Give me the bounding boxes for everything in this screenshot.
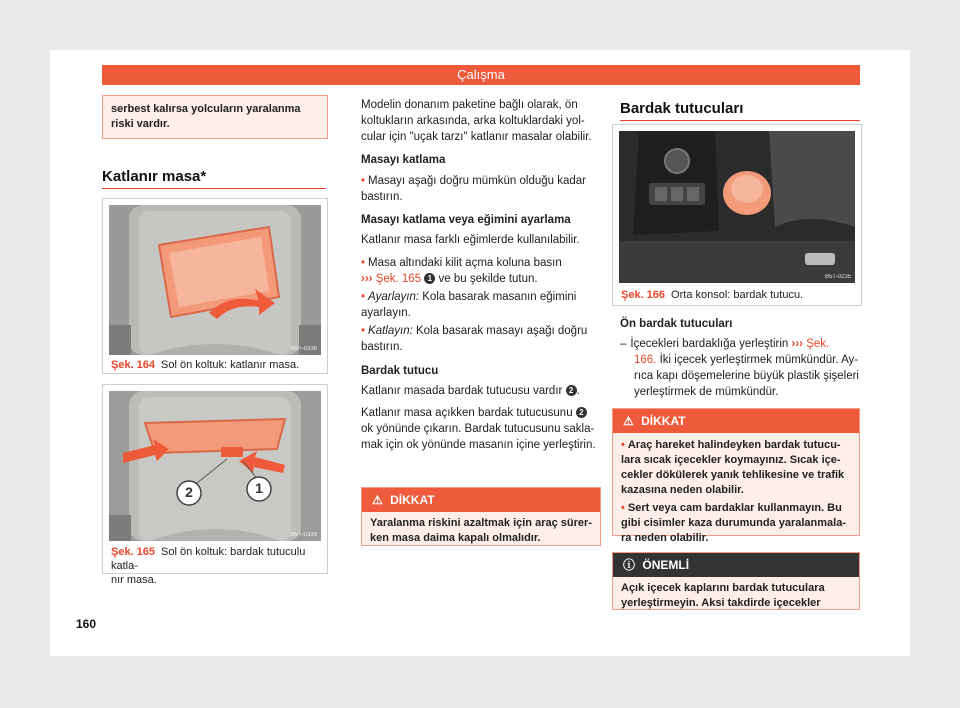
table-warning-title: DİKKAT [390, 493, 435, 507]
front-ref-a[interactable]: Şek. [806, 338, 830, 350]
callout-1: 1 [255, 480, 263, 496]
front-arrow: ››› [791, 338, 803, 350]
figure-164 [102, 198, 328, 374]
intro-l1: Modelin donanım paketine bağlı olarak, ön [361, 99, 578, 111]
section-rule [102, 188, 326, 189]
cup-warning-b2-l3: ra neden olabilir. [621, 532, 709, 544]
continued-warning-text: serbest kalırsa yolcuların yaralanma riski vardır. [111, 103, 301, 130]
chapter-header: Çalışma [102, 65, 860, 85]
section-title-cup-holders: Bardak tutucuları [620, 100, 744, 117]
cup2-l2: ok yönünde çıkarın. Bardak tutucusunu sakla- [361, 423, 595, 435]
manual-page [50, 50, 910, 656]
cup-warning-b1-l1: Araç hareket halindeyken bardak tutucu- [627, 439, 841, 451]
heading-front-cup: Ön bardak tutucuları [620, 318, 733, 330]
section-title-folding-table: Katlanır masa* [102, 168, 207, 185]
figure-166-caption: Orta konsol: bardak tutucu. [671, 289, 804, 301]
cup-warning-b1-l2: lara sıcak içecekler koymayınız. Sıcak içe- [621, 454, 841, 466]
table-warning-l2: ken masa daima kapalı olmalıdır. [370, 532, 541, 544]
intro-l3: cular için "uçak tarzı" katlanır masalar olabilir. [361, 131, 592, 143]
fold-l1: Masayı aşağı doğru mümkün olduğu kadar [368, 175, 587, 187]
heading-fold: Masayı katlama [361, 154, 446, 166]
figure-165-caption-l1: Sol ön koltuk: bardak tutuculu katla- [111, 546, 306, 572]
tilt-b1-ref[interactable]: Şek. 165 [375, 273, 422, 285]
callout-ref-2a: 2 [566, 385, 577, 396]
cup2-l3: mak için ok yönünde masanın içine yerleştirin. [361, 439, 596, 451]
fold-l2: bastırın. [361, 191, 403, 203]
cup-l1: Katlanır masada bardak tutucusu vardır [361, 385, 563, 397]
figure-164-label: Şek. 164 [111, 359, 156, 371]
table-warning-l1: Yaralanma riskini azaltmak için araç sürer- [370, 517, 592, 529]
figure-166-image [619, 131, 855, 283]
cup-warning-title: DİKKAT [641, 414, 686, 428]
front-l1: İçecekleri bardaklığa yerleştirin [630, 338, 789, 350]
figure-164-code: B5T-0338 [290, 346, 317, 352]
middle-column: Modelin donanım paketine bağlı olarak, ön koltukların arkasında, arka koltuklardaki yol- cular için "uçak tarzı" katlanır masalar olabilir. Masayı katlama • Masayı aşağı doğru mümkün olduğu kadar bastırın. Masayı katlama veya eğimini ayarlama Katlanır masa farklı eğimlerde kullanılabilir. • Masa altındaki kilit açma koluna basın ››› Şek. 165 1 ve bu şekilde tutun. • Ayarlayın: Kola basarak masanın eğimini ayarlayın. • Katlayın: Kola basarak masayı aşağı doğru bastırın. Bardak tutucu Katlanır masada bardak tutucusu vardır 2 . Katlanır masa açıkken bardak tutucusunu 2 ok yönünde çıkarın. Bardak tutucusunu sakla- mak için ok yönünde masanın içine yerleştirin. [361, 97, 606, 453]
page-number: 160 [76, 617, 97, 631]
info-icon: ⓘ [623, 558, 636, 572]
heading-cup: Bardak tutucu [361, 365, 439, 377]
warning-icon: ⚠ [372, 493, 383, 507]
figure-165-label: Şek. 165 [111, 546, 156, 558]
cup-warning-b2-l1: Sert veya cam bardaklar kullanmayın. Bu [627, 502, 842, 514]
notice-title: ÖNEMLİ [642, 558, 690, 572]
notice-l1: Açık içecek kaplarını bardak tutuculara [621, 582, 825, 594]
front-l3: rıca kapı döşemelerine büyük plastik şişeleri [634, 370, 859, 382]
tilt-b3-l1: Kola basarak masayı aşağı doğru [415, 325, 588, 337]
tilt-b2-em: Ayarlayın: [368, 291, 420, 303]
tilt-b2-l1: Kola basarak masanın eğimini [422, 291, 577, 303]
cup-warning-box: ⚠ DİKKAT • Araç hareket halindeyken bardak tutucu- lara sıcak içecekler koymayınız. Sıcak içe- cekler dökülerek yanık tehlikesine ve trafik kazasına neden olabilir. • Sert veya cam bardaklar kullanmayın. Bu gibi cisimler kaza durumunda yaralanmala- ra neden olabilir. [612, 408, 860, 536]
cup-warning-b1-l4: kazasına neden olabilir. [621, 484, 744, 496]
table-warning-box [361, 487, 601, 546]
tilt-intro: Katlanır masa farklı eğimlerde kullanılabilir. [361, 234, 580, 246]
warning-icon-right: ⚠ [623, 414, 634, 428]
figure-165-caption-l2: nır masa. [111, 574, 157, 586]
figure-164-image [109, 205, 321, 355]
section-rule-right [620, 120, 860, 121]
figure-165 [102, 384, 328, 586]
cup-warning-b2-l2: gibi cisimler kaza durumunda yaralanmala- [621, 517, 846, 529]
tilt-b3-l2: bastırın. [361, 341, 403, 353]
figure-166-label: Şek. 166 [621, 289, 666, 301]
front-l2: İki içecek yerleştirmek mümkündür. Ay- [659, 354, 859, 366]
continued-warning-box [102, 95, 328, 139]
tilt-b1-rest: ve bu şekilde tutun. [438, 273, 538, 285]
notice-l2: yerleştirmeyin. Aksi takdirde içecekler [621, 597, 821, 609]
tilt-b3-em: Katlayın: [368, 325, 413, 337]
heading-tilt: Masayı katlama veya eğimini ayarlama [361, 214, 571, 226]
cup2-l1: Katlanır masa açıkken bardak tutucusunu [361, 407, 573, 419]
figure-165-code: B5T-0339 [290, 532, 317, 538]
figure-165-image [109, 391, 321, 541]
tilt-b1-arrow: ››› [361, 273, 373, 285]
figure-166-code: B5T-0235 [824, 274, 851, 280]
notice-box [612, 552, 860, 610]
callout-ref-1: 1 [424, 273, 435, 284]
figure-164-caption: Sol ön koltuk: katlanır masa. [161, 359, 300, 371]
front-l4: yerleştirmek de mümkündür. [634, 386, 779, 398]
callout-2: 2 [185, 484, 193, 500]
tilt-b1-l1: Masa altındaki kilit açma koluna basın [368, 257, 562, 269]
figure-166 [612, 124, 862, 306]
cup-warning-b1-l3: cekler dökülerek yanık tehlikesine ve trafik [621, 469, 845, 481]
callout-ref-2b: 2 [576, 407, 587, 418]
tilt-b2-l2: ayarlayın. [361, 307, 411, 319]
intro-l2: koltukların arkasında, arka koltuklardaki yol- [361, 115, 585, 127]
right-column-text: Ön bardak tutucuları – İçecekleri bardaklığa yerleştirin ››› Şek. 166. İki içecek yerleştirmek mümkündür. Ay- rıca kapı döşemelerine büyük plastik şişeleri yerleştirmek de mümkündür. [620, 316, 862, 400]
front-ref-b[interactable]: 166. [634, 354, 657, 366]
